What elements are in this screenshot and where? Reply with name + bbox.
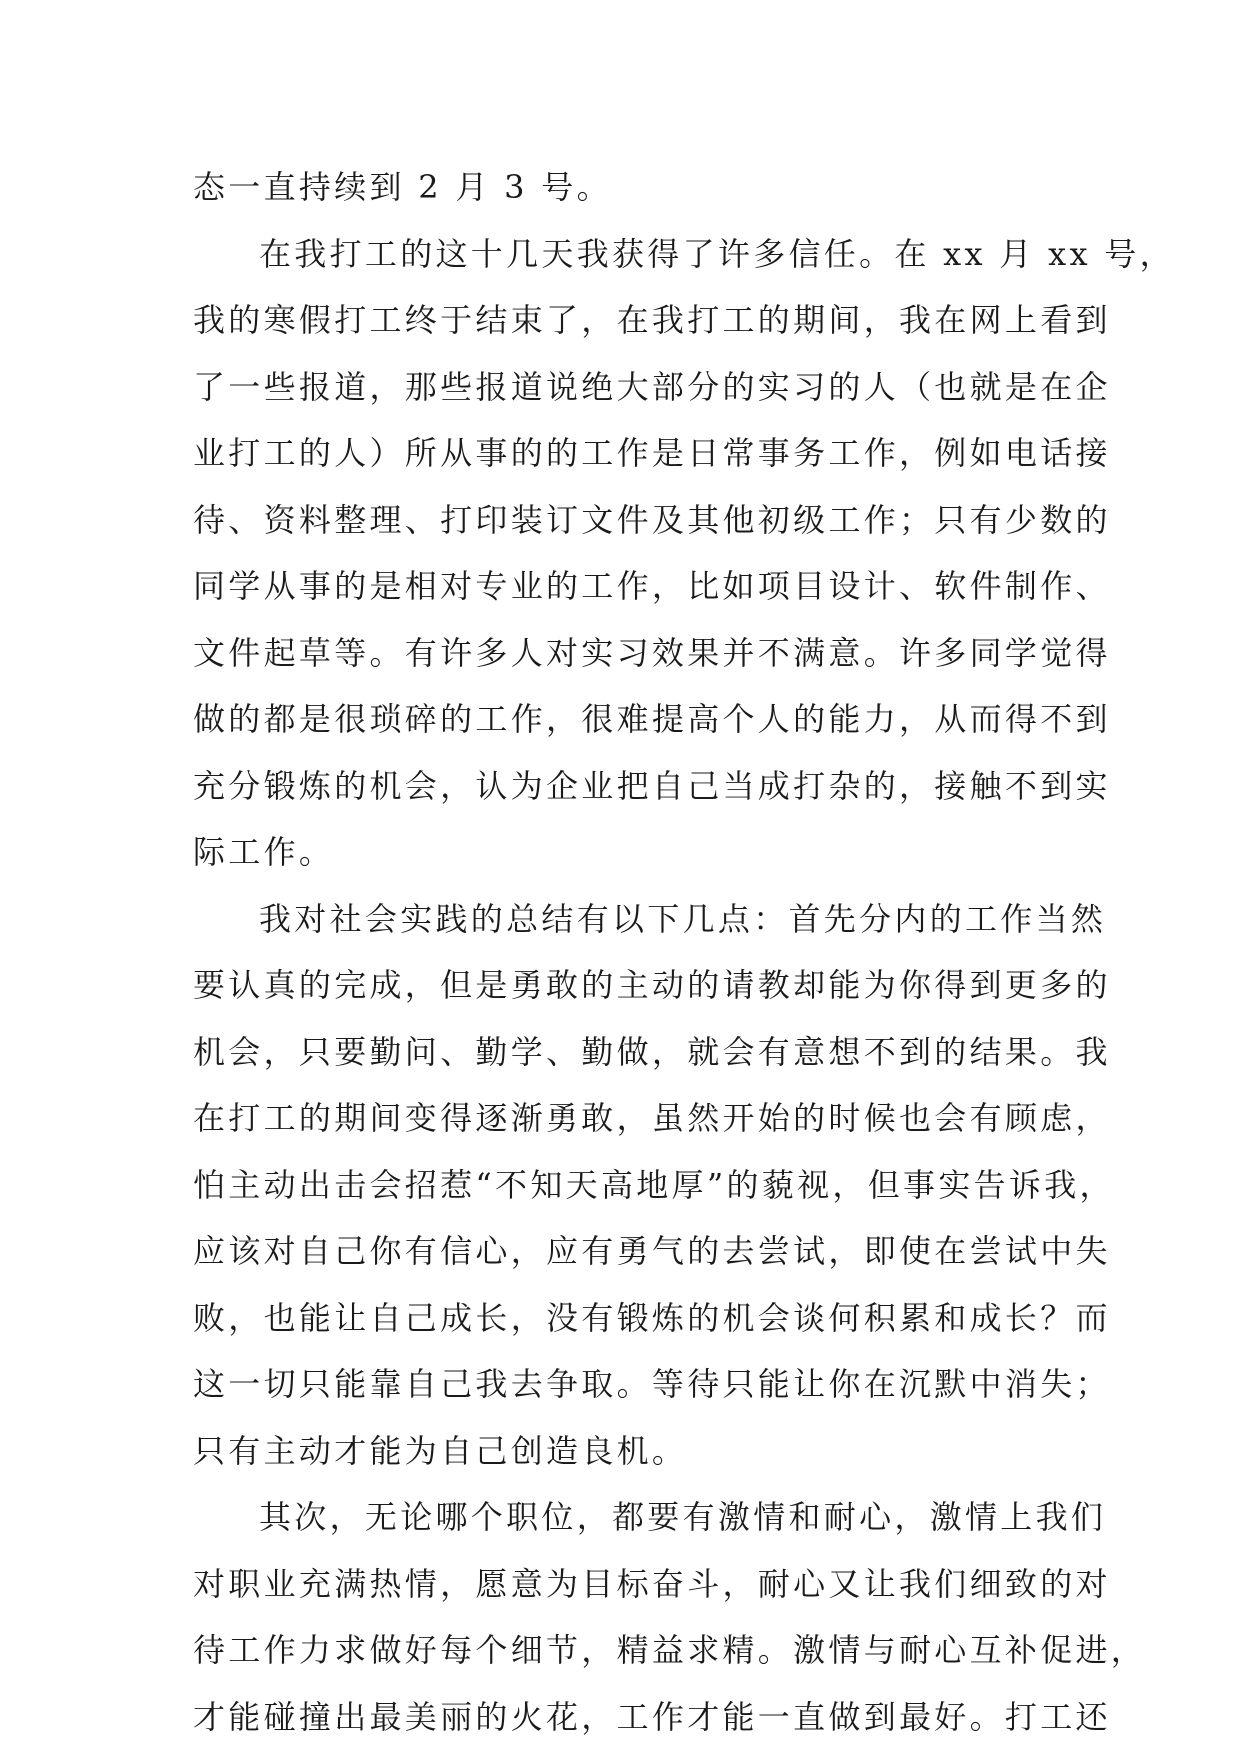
text-line: 败，也能让自己成长，没有锻炼的机会谈何积累和成长？而 xyxy=(193,1298,1111,1337)
text-line: 待工作力求做好每个细节，精益求精。激情与耐心互补促进， xyxy=(193,1631,1147,1669)
text-line: 待、资料整理、打印装订文件及其他初级工作；只有少数的 xyxy=(193,500,1111,539)
text-line: 我对社会实践的总结有以下几点：首先分内的工作当然 xyxy=(259,899,1107,938)
text-line: 做的都是很琐碎的工作，很难提高个人的能力，从而得不到 xyxy=(193,700,1111,738)
text-line: 怕主动出击会招惹“不知天高地厚”的藐视，但事实告诉我， xyxy=(193,1165,1115,1204)
text-line: 对职业充满热情，愿意为目标奋斗，耐心又让我们细致的对 xyxy=(193,1564,1111,1603)
text-line: 在打工的期间变得逐渐勇敢，虽然开始的时候也会有顾虑， xyxy=(193,1099,1111,1137)
text-line: 在我打工的这十几天我获得了许多信任。在 xx 月 xx 号， xyxy=(259,234,1175,273)
document-body xyxy=(193,154,1175,1750)
text-line: 充分锻炼的机会，认为企业把自己当成打杂的，接触不到实 xyxy=(193,766,1111,805)
text-line: 文件起草等。有许多人对实习效果并不满意。许多同学觉得 xyxy=(193,633,1111,672)
text-line: 机会，只要勤问、勤学、勤做，就会有意想不到的结果。我 xyxy=(193,1032,1111,1071)
text-line: 际工作。 xyxy=(193,833,335,871)
text-line: 才能碰撞出最美丽的火花，工作才能一直做到最好。打工还 xyxy=(193,1697,1111,1736)
text-line: 这一切只能靠自己我去争取。等待只能让你在沉默中消失； xyxy=(193,1365,1111,1403)
text-line: 同学从事的是相对专业的工作，比如项目设计、软件制作、 xyxy=(193,567,1111,605)
text-line: 业打工的人）所从事的的工作是日常事务工作，例如电话接 xyxy=(193,434,1111,472)
text-line: 应该对自己你有信心，应有勇气的去尝试，即使在尝试中失 xyxy=(193,1232,1111,1270)
text-line: 了一些报道，那些报道说绝大部分的实习的人（也就是在企 xyxy=(193,367,1111,406)
text-line: 只有主动才能为自己创造良机。 xyxy=(193,1431,688,1470)
text-line: 其次，无论哪个职位，都要有激情和耐心，激情上我们 xyxy=(259,1498,1107,1536)
text-line: 要认真的完成，但是勇敢的主动的请教却能为你得到更多的 xyxy=(193,966,1111,1004)
text-line: 态一直持续到 2 月 3 号。 xyxy=(193,168,612,206)
text-line: 我的寒假打工终于结束了，在我打工的期间，我在网上看到 xyxy=(193,301,1111,339)
